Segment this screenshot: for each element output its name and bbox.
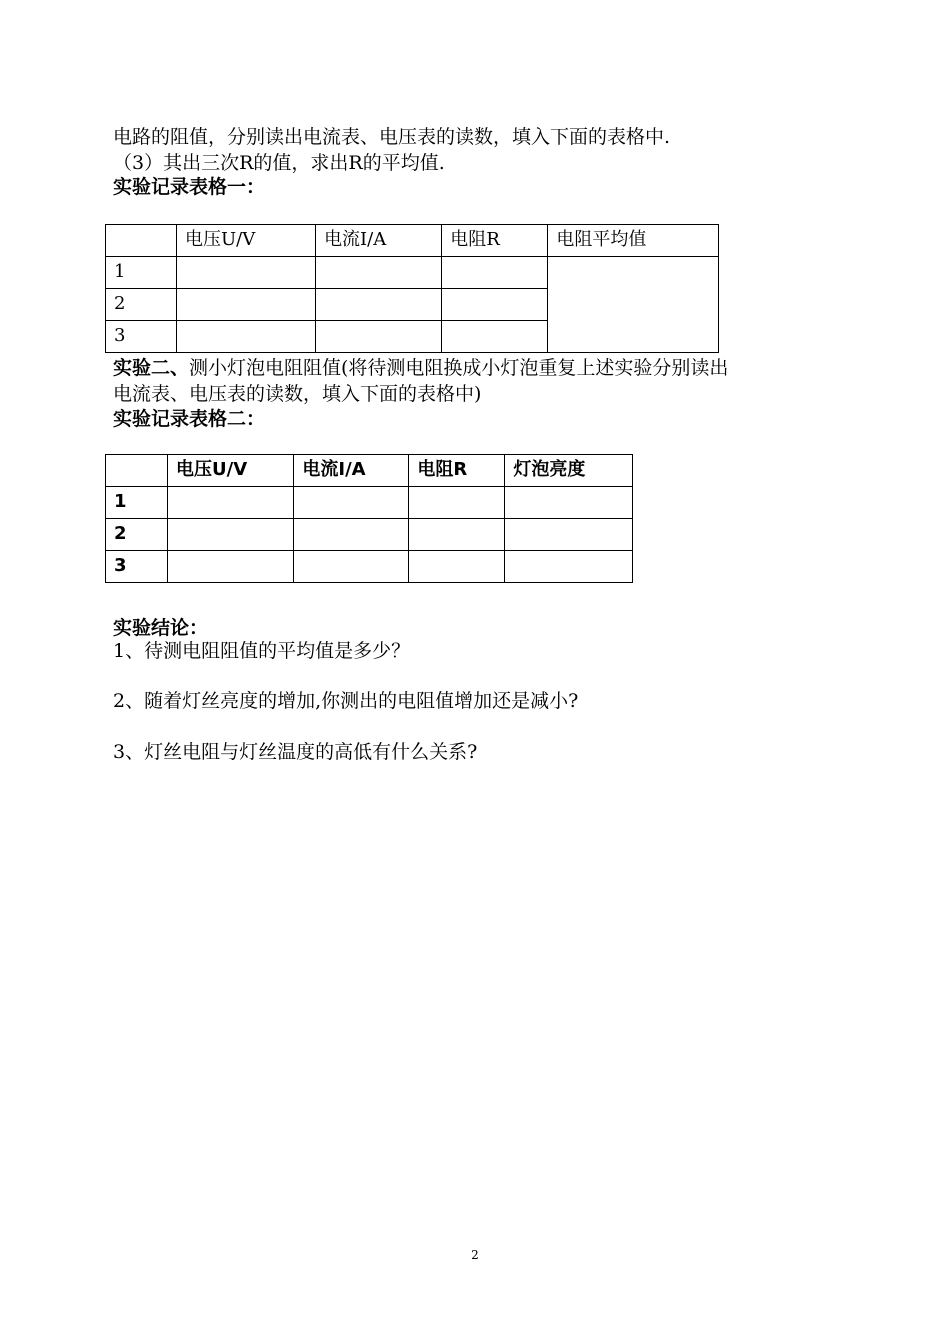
resistance-cell (442, 289, 548, 321)
data-table-2 (105, 454, 633, 583)
table-header-cell (106, 455, 168, 487)
table-row (106, 487, 633, 519)
current-cell (316, 321, 442, 353)
voltage-cell (177, 257, 316, 289)
table-header-cell: 灯泡亮度 (505, 455, 633, 487)
voltage-cell (168, 487, 294, 519)
conclusion-question-2: 2、随着灯丝亮度的增加,你测出的电阻值增加还是减小? (113, 690, 579, 712)
row-number: 3 (106, 321, 177, 353)
voltage-cell (168, 551, 294, 583)
data-table-1 (105, 224, 719, 353)
brightness-cell (505, 487, 633, 519)
row-number: 1 (106, 257, 177, 289)
brightness-cell (505, 551, 633, 583)
table-header-cell (106, 225, 177, 257)
table1-title: 实验记录表格一： (113, 176, 266, 198)
current-cell (316, 289, 442, 321)
page-number: 2 (471, 1248, 479, 1262)
brightness-cell (505, 519, 633, 551)
experiment2-desc-1: 测小灯泡电阻阻值(将待测电阻换成小灯泡重复上述实验分别读出 (189, 357, 729, 379)
table-header-cell: 电流I/A (316, 225, 442, 257)
voltage-cell (168, 519, 294, 551)
resistance-cell (409, 551, 505, 583)
resistance-cell (442, 257, 548, 289)
voltage-cell (177, 289, 316, 321)
row-number: 2 (106, 519, 168, 551)
average-resistance-cell (548, 257, 719, 353)
table2-title: 实验记录表格二： (113, 408, 266, 430)
table-header-row (106, 225, 719, 257)
voltage-cell (177, 321, 316, 353)
intro-line-1: 电路的阻值，分别读出电流表、电压表的读数，填入下面的表格中. (113, 126, 671, 148)
row-number: 2 (106, 289, 177, 321)
experiment2-title: 实验二、 (113, 357, 190, 379)
table-header-row (106, 455, 633, 487)
row-number: 3 (106, 551, 168, 583)
experiment2-desc-2: 电流表、电压表的读数，填入下面的表格中) (113, 383, 482, 405)
current-cell (316, 257, 442, 289)
resistance-cell (409, 519, 505, 551)
experiment2-heading (113, 355, 728, 381)
table-header-cell: 电压U/V (168, 455, 294, 487)
current-cell (294, 519, 409, 551)
row-number: 1 (106, 487, 168, 519)
table-row (106, 551, 633, 583)
table-header-cell: 电流I/A (294, 455, 409, 487)
current-cell (294, 551, 409, 583)
conclusion-title: 实验结论： (113, 617, 209, 639)
resistance-cell (409, 487, 505, 519)
table-header-cell: 电阻R (442, 225, 548, 257)
resistance-cell (442, 321, 548, 353)
table-row (106, 257, 719, 289)
table-header-cell: 电阻平均值 (548, 225, 719, 257)
table-header-cell: 电压U/V (177, 225, 316, 257)
current-cell (294, 487, 409, 519)
conclusion-question-1: 1、待测电阻阻值的平均值是多少？ (113, 640, 411, 662)
table-row (106, 519, 633, 551)
table-header-cell: 电阻R (409, 455, 505, 487)
conclusion-question-3: 3、灯丝电阻与灯丝温度的高低有什么关系? (113, 741, 478, 763)
intro-line-2: （3）其出三次R的值，求出R的平均值. (113, 152, 445, 174)
